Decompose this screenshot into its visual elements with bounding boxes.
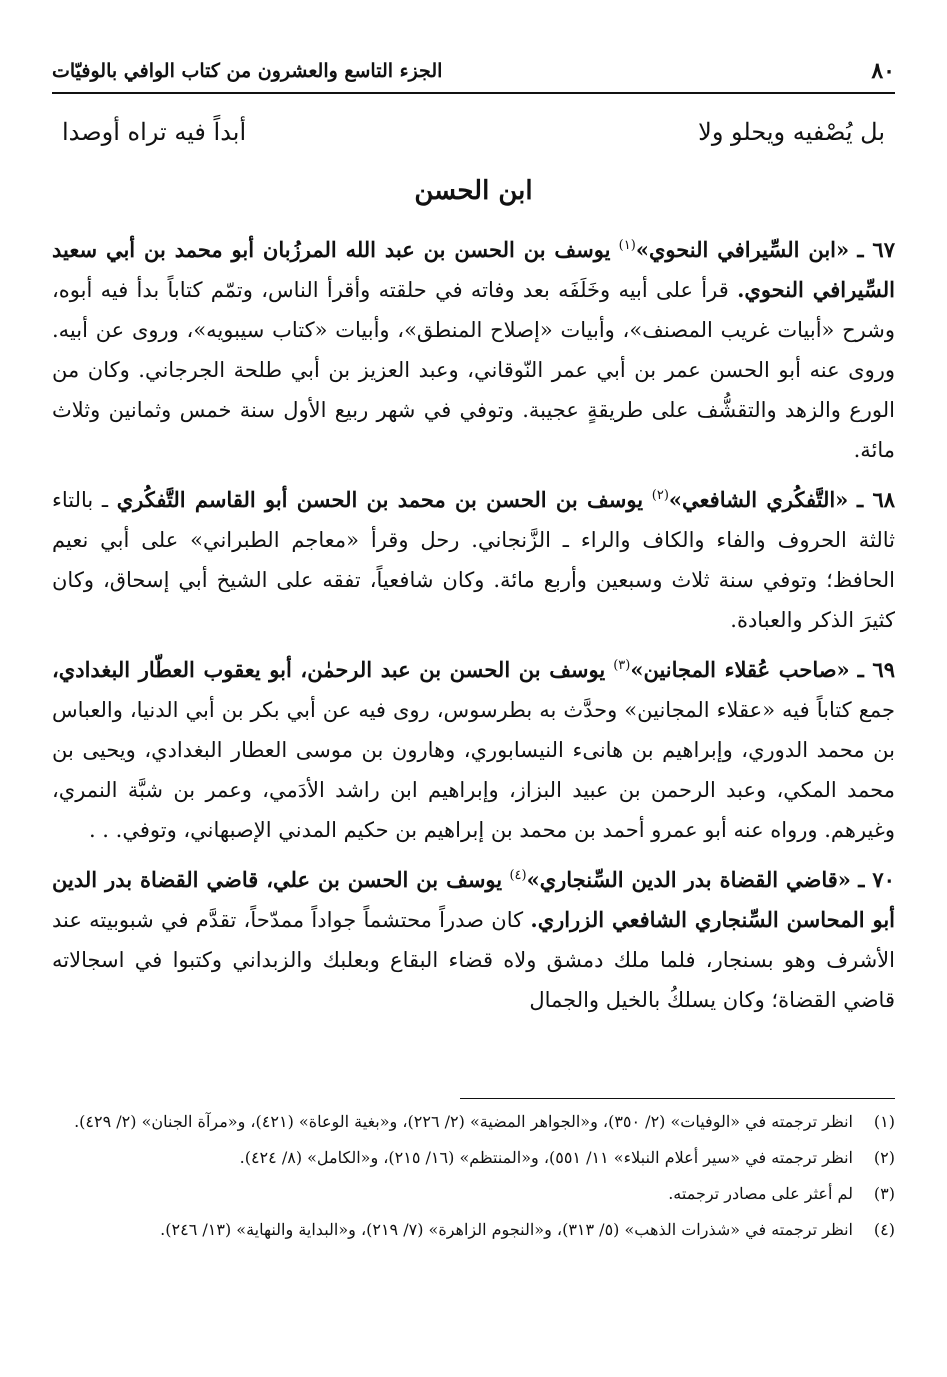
verse-hemistich-1: بل يُصْفيه ويحلو ولا [698, 118, 885, 146]
entry-heading: «التَّفكُري الشافعي» [668, 487, 849, 512]
entry-text: قرأ على أبيه وخَلَفَه بعد وفاته في حلقته وأقرأ الناس، وتمّم كتاباً بدأ فيه أبوه، وشرح «أبيات غريب المصنف»، وأبيات «إصلاح المنطق»، وأبيات «كتاب سيبويه»، وروى عن أبيه. وروى عنه أبو الحسن عمر بن أبي عمر النّوقاني، وعبد العزيز بن أبي طلحة الجرجاني. وكان من الورع والزهد والتقشُّف على طريقةٍ عجيبة. وتوفي في شهر ربيع الأول سنة خمس وثمانين وثلاث مائة. [52, 278, 895, 462]
entry-70 [52, 856, 895, 1020]
page-header [52, 50, 895, 90]
page-number: ٨٠ [871, 58, 895, 84]
footnote-rule [460, 1098, 895, 1099]
footnote-text: انظر ترجمته في «سير أعلام النبلاء» ١١/ ٥٥١)، و«المنتظم» (١٦/ ٢١٥)، و«الكامل» (٨/ ٤٢٤). [239, 1148, 853, 1167]
verse-hemistich-2: أبداً فيه تراه أوصدا [62, 118, 247, 146]
footnote-4 [52, 1216, 895, 1244]
entry-69 [52, 646, 895, 850]
section-title: ابن الحسن [414, 176, 533, 206]
footnote-ref: (٢) [651, 488, 669, 503]
footnote-number: (٢) [873, 1148, 895, 1167]
entry-heading: «صاحب عُقلاء المجانين» [630, 657, 850, 682]
entry-text: جمع كتاباً فيه «عقلاء المجانين» وحدَّث به بطرسوس، روى فيه عن أبي بكر بن أبي الدنيا، والعباس بن محمد الدوري، وإبراهيم بن هانىء النيسابوري، وهارون بن موسى العطار البغدادي، ويحيى بن محمد المكي، وعبد الرحمن بن عبيد البزاز، وإبراهيم ابن راشد الأدَمي، وعمر بن شبَّة النمري، وغيرهم. ورواه عنه أبو عمرو أحمد بن محمد بن إبراهيم بن حكيم المدني الإصبهاني، وتوفي. . . [52, 698, 895, 842]
footnote-number: (١) [873, 1112, 895, 1131]
header-rule [52, 92, 895, 94]
entry-name: يوسف بن الحسن بن عبد الرحمٰن، أبو يعقوب العطّار البغدادي، [52, 657, 606, 682]
poetry-verse [62, 118, 885, 158]
entry-number: ٦٨ ـ [856, 487, 895, 512]
footnote-text: انظر ترجمته في «شذرات الذهب» (٥/ ٣١٣)، و«النجوم الزاهرة» (٧/ ٢١٩)، و«البداية والنهاية» (١٣/ ٢٤٦). [160, 1220, 853, 1239]
entry-68 [52, 476, 895, 640]
footnote-ref: (١) [618, 238, 636, 253]
entry-number: ٦٧ ـ [857, 237, 895, 262]
entry-number: ٦٩ ـ [857, 657, 895, 682]
footnote-1 [52, 1108, 895, 1136]
entry-text: كان صدراً محتشماً جواداً ممدّحاً، تقدَّم في شبوبيته عند الأشرف وهو بسنجار، فلما ملك دمشق ولاه قضاء البقاع وبعلبك والزبداني وكتبوا في اسجالاته قاضي القضاة؛ وكان يسلكُ بالخيل والجمال [52, 908, 895, 1012]
footnote-3 [52, 1180, 895, 1208]
footnote-2 [52, 1144, 895, 1172]
footnote-ref: (٣) [613, 658, 631, 673]
entry-67 [52, 226, 895, 470]
entry-heading: «ابن السِّيرافي النحوي» [635, 237, 850, 262]
entry-number: ٧٠ ـ [858, 867, 895, 892]
running-title: الجزء التاسع والعشرون من كتاب الوافي بالوفيّات [52, 60, 443, 82]
entry-name: يوسف بن الحسن بن علي، قاضي القضاة بدر الدين أبو المحاسن السِّنجاري الشافعي الزراري. [52, 867, 895, 932]
entry-heading: «قاضي القضاة بدر الدين السِّنجاري» [526, 867, 851, 892]
entry-name: يوسف بن الحسن بن عبد الله المرزُبان أبو محمد بن أبي سعيد السِّيرافي النحوي. [52, 237, 896, 302]
footnote-ref: (٤) [509, 868, 527, 883]
entry-name: يوسف بن الحسن بن محمد بن الحسن أبو القاسم التَّفكُري [116, 487, 644, 512]
footnote-text: انظر ترجمته في «الوفيات» (٢/ ٣٥٠)، و«الجواهر المضية» (٢/ ٢٢٦)، و«بغية الوعاة» (٤٢١)، و«مرآة الجنان» (٢/ ٤٢٩). [74, 1112, 853, 1131]
entry-text: ـ بالتاء ثالثة الحروف والفاء والكاف والراء ـ الزَّنجاني. رحل وقرأ «معاجم الطبراني» على أبي نعيم الحافظ؛ وتوفي سنة ثلاث وسبعين وأربع مائة. وكان شافعياً، تفقه على الشيخ أبي إسحاق، وكان كثيرَ الذكر والعبادة. [52, 488, 895, 632]
footnotes [52, 1108, 895, 1252]
footnote-text: لم أعثر على مصادر ترجمته. [668, 1184, 853, 1203]
main-text [52, 226, 895, 1026]
footnote-number: (٣) [873, 1184, 895, 1203]
footnote-number: (٤) [873, 1220, 895, 1239]
